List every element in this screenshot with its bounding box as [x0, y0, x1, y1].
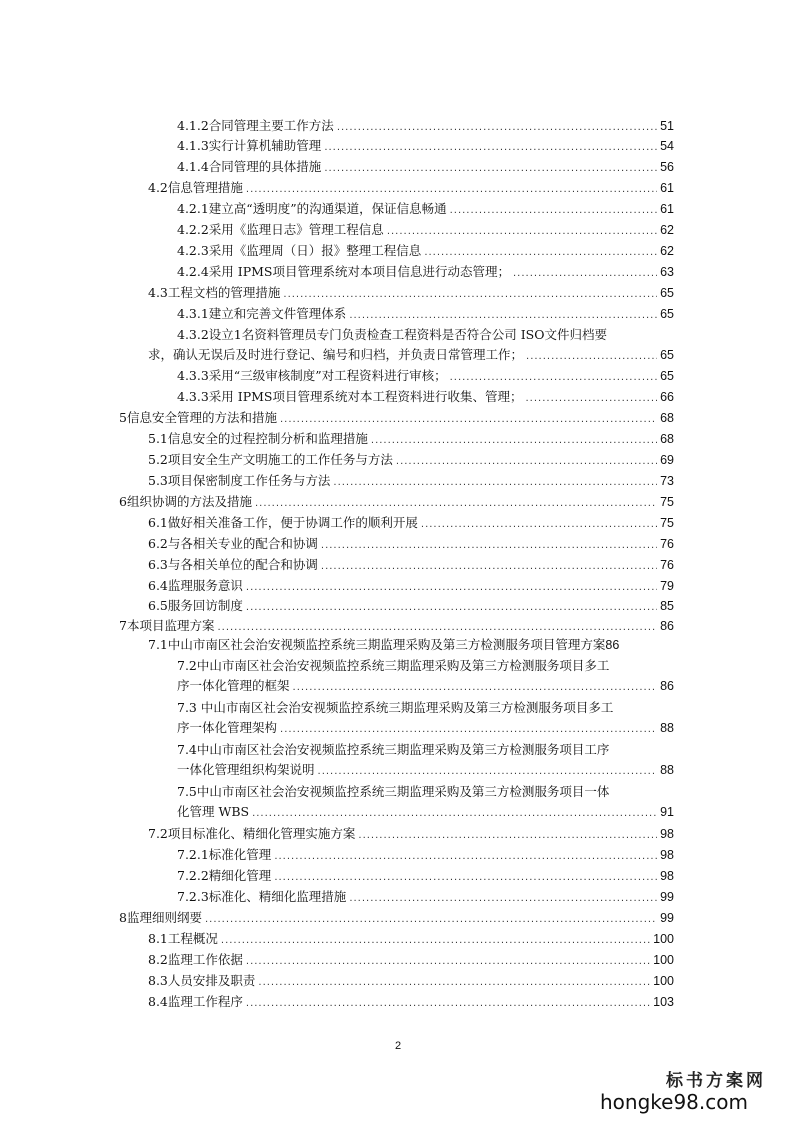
dot-leader: [333, 473, 657, 493]
toc-entry-page: 100: [653, 953, 674, 967]
toc-entry-label: 7.2.2精细化管理: [177, 868, 272, 883]
dot-leader: [293, 678, 658, 698]
toc-entry-page: 86: [660, 679, 674, 693]
toc-entry-label-line1: 7.3 中山市南区社会治安视频监控系统三期监理采购及第三方检测服务项目多工: [177, 700, 614, 715]
toc-entry[interactable]: [148, 576, 674, 598]
dot-leader: [324, 138, 657, 158]
dot-leader: [324, 159, 657, 179]
toc-entry-page: 56: [660, 160, 674, 174]
dot-leader: [321, 536, 657, 556]
toc-entry[interactable]: [148, 513, 674, 535]
toc-entry-label: 7.2.1标准化管理: [177, 847, 272, 862]
toc-entry[interactable]: [177, 366, 674, 388]
dot-leader: [252, 804, 657, 824]
toc-entry[interactable]: [177, 740, 674, 782]
dot-leader: [321, 557, 657, 577]
toc-entry-label: 7.1中山市南区社会治安视频监控系统三期监理采购及第三方检测服务项目管理方案: [148, 637, 606, 652]
toc-entry-label: 8监理细则纲要: [119, 910, 202, 925]
toc-entry-page: 85: [660, 599, 674, 613]
dot-leader: [283, 285, 657, 305]
toc-entry[interactable]: [177, 782, 674, 824]
toc-entry-label: 化管理 WBS: [177, 804, 250, 819]
toc-entry-page: 62: [660, 223, 674, 237]
toc-entry-page: 51: [660, 119, 674, 133]
toc-entry-label: 6.2与各相关专业的配合和协调: [148, 536, 318, 551]
toc-entry[interactable]: [177, 304, 674, 326]
toc-entry[interactable]: [177, 157, 674, 179]
toc-entry-label: 4.2.1建立高“透明度”的沟通渠道，保证信息畅通: [177, 201, 447, 216]
dot-leader: [280, 720, 657, 740]
toc-entry-label: 6.5服务回访制度: [148, 598, 243, 613]
toc-entry-label: 5.1信息安全的过程控制分析和监理措施: [148, 431, 368, 446]
toc-entry-label: 4.3.3采用“三级审核制度”对工程资料进行审核；: [177, 368, 447, 383]
dot-leader: [513, 264, 657, 284]
toc-entry[interactable]: [148, 824, 674, 846]
toc-entry[interactable]: [148, 471, 674, 493]
dot-leader: [424, 243, 657, 263]
toc-entry[interactable]: [148, 992, 674, 1014]
toc-entry[interactable]: [148, 325, 674, 367]
toc-entry-page: 65: [660, 369, 674, 383]
dot-leader: [358, 826, 657, 846]
toc-entry-page: 61: [660, 202, 674, 216]
dot-leader: [387, 222, 657, 242]
toc-entry-label: 8.1工程概况: [148, 931, 218, 946]
toc-entry[interactable]: [119, 908, 674, 930]
toc-entry-label: 4.2.3采用《监理周（日）报》整理工程信息: [177, 243, 422, 258]
toc-entry-page: 98: [660, 848, 674, 862]
page-number: 2: [394, 1040, 402, 1052]
toc-entry-label: 7.2.3标准化、精细化监理措施: [177, 889, 347, 904]
toc-entry-label: 6.4监理服务意识: [148, 578, 243, 593]
toc-entry[interactable]: [148, 555, 674, 577]
toc-entry[interactable]: [177, 656, 674, 698]
toc-entry-page: 68: [660, 411, 674, 425]
toc-entry[interactable]: [177, 866, 674, 888]
dot-leader: [246, 994, 650, 1014]
toc-entry-page: 103: [653, 995, 674, 1009]
toc-entry-label: 4.2信息管理措施: [148, 180, 243, 195]
toc-entry-label: 6.3与各相关单位的配合和协调: [148, 557, 318, 572]
toc-entry-page: 88: [660, 763, 674, 777]
toc-entry-label: 5.3项目保密制度工作任务与方法: [148, 473, 331, 488]
dot-leader: [421, 515, 657, 535]
toc-entry-page: 76: [660, 537, 674, 551]
toc-entry-page: 54: [660, 139, 674, 153]
toc-entry-label: 序一体化管理的框架: [177, 678, 290, 693]
toc-entry-page: 68: [660, 432, 674, 446]
toc-entry[interactable]: [177, 199, 674, 221]
toc-entry-page: 62: [660, 244, 674, 258]
dot-leader: [258, 973, 650, 993]
toc-entry-page: 65: [660, 286, 674, 300]
toc-entry-label: 8.4监理工作程序: [148, 994, 243, 1009]
toc-entry-label-line1: 7.4中山市南区社会治安视频监控系统三期监理采购及第三方检测服务项目工序: [177, 742, 610, 757]
dot-leader: [246, 578, 657, 598]
toc-entry-label: 8.3人员安排及职责: [148, 973, 256, 988]
toc-entry-page: 73: [660, 474, 674, 488]
dot-leader: [221, 931, 650, 951]
toc-entry[interactable]: [177, 698, 674, 740]
toc-entry-label: 7本项目监理方案: [119, 618, 215, 633]
toc-entry[interactable]: [148, 178, 674, 200]
toc-entry-label: 4.1.3实行计算机辅助管理: [177, 138, 322, 153]
toc-entry-page: 86: [660, 619, 674, 633]
toc-entry-label: 4.3工程文档的管理措施: [148, 285, 281, 300]
toc-entry[interactable]: [148, 429, 674, 451]
dot-leader: [450, 368, 658, 388]
dot-leader: [246, 598, 657, 618]
toc-entry[interactable]: [177, 387, 674, 409]
toc-entry-label: 4.3.1建立和完善文件管理体系: [177, 306, 347, 321]
toc-entry[interactable]: [119, 492, 674, 514]
toc-entry-label: 4.1.4合同管理的具体措施: [177, 159, 322, 174]
toc-entry[interactable]: [148, 929, 674, 951]
toc-entry-page: 75: [660, 516, 674, 530]
dot-leader: [349, 306, 657, 326]
dot-leader: [396, 452, 657, 472]
dot-leader: [205, 910, 657, 930]
dot-leader: [526, 347, 657, 367]
toc-entry-label-line1: 4.3.2设立1名资料管理员专门负责检查工程资料是否符合公司 ISO文件归档要: [177, 327, 607, 342]
dot-leader: [526, 389, 658, 409]
toc-entry-page: 98: [660, 827, 674, 841]
toc-entry-page: 91: [660, 805, 674, 819]
dot-leader: [274, 868, 657, 888]
toc-entry[interactable]: [148, 534, 674, 556]
toc-entry-page: 88: [660, 721, 674, 735]
dot-leader: [246, 180, 657, 200]
dot-leader: [450, 201, 658, 221]
toc-entry-page: 79: [660, 579, 674, 593]
dot-leader: [280, 410, 657, 430]
toc-entry[interactable]: [177, 241, 674, 263]
toc-entry-label: 4.3.3采用 IPMS项目管理系统对本工程资料进行收集、管理；: [177, 389, 523, 404]
toc-entry[interactable]: [119, 408, 674, 430]
toc-entry[interactable]: [177, 136, 674, 158]
toc-entry-label-line1: 7.5中山市南区社会治安视频监控系统三期监理采购及第三方检测服务项目一体: [177, 784, 610, 799]
toc-entry-label: 7.2项目标准化、精细化管理实施方案: [148, 826, 356, 841]
dot-leader: [318, 762, 658, 782]
watermark-brand: 标书方案网: [666, 1071, 766, 1091]
toc-entry-label-line1: 7.2中山市南区社会治安视频监控系统三期监理采购及第三方检测服务项目多工: [177, 658, 610, 673]
toc-entry-label: 求，确认无误后及时进行登记、编号和归档，并负责日常管理工作；: [148, 347, 524, 362]
toc-entry-page: 99: [660, 890, 674, 904]
dot-leader: [246, 952, 650, 972]
toc-entry[interactable]: [177, 262, 674, 284]
toc-entry-label: 8.2监理工作依据: [148, 952, 243, 967]
toc-entry-page: 86: [605, 638, 620, 652]
toc-entry-label: 6.1做好相关准备工作，便于协调工作的顺利开展: [148, 515, 418, 530]
toc-entry-page: 76: [660, 558, 674, 572]
toc-entry-page: 63: [660, 265, 674, 279]
toc-entry[interactable]: [177, 220, 674, 242]
toc-entry[interactable]: [148, 971, 674, 993]
toc-entry[interactable]: [148, 635, 674, 655]
toc-entry-page: 65: [660, 307, 674, 321]
toc-entry-label: 一体化管理组织构架说明: [177, 762, 315, 777]
toc-entry-page: 99: [660, 911, 674, 925]
toc-entry-page: 100: [653, 974, 674, 988]
toc-entry[interactable]: [177, 887, 674, 909]
dot-leader: [371, 431, 657, 451]
toc-entry-page: 65: [660, 348, 674, 362]
dot-leader: [274, 847, 657, 867]
toc-entry[interactable]: [148, 283, 674, 305]
toc-entry[interactable]: [177, 116, 674, 138]
watermark-url: hongke98.com: [600, 1090, 748, 1114]
toc-entry[interactable]: [148, 950, 674, 972]
toc-entry-label: 4.1.2合同管理主要工作方法: [177, 118, 334, 133]
toc-entry-label: 5.2项目安全生产文明施工的工作任务与方法: [148, 452, 393, 467]
toc-entry-label: 6组织协调的方法及措施: [119, 494, 252, 509]
dot-leader: [255, 494, 657, 514]
toc-entry-page: 75: [660, 495, 674, 509]
toc-entry-label: 5信息安全管理的方法和措施: [119, 410, 277, 425]
toc-entry-label: 4.2.4采用 IPMS项目管理系统对本项目信息进行动态管理；: [177, 264, 510, 279]
toc-entry-page: 66: [660, 390, 674, 404]
toc-entry-page: 69: [660, 453, 674, 467]
toc-entry-label: 4.2.2采用《监理日志》管理工程信息: [177, 222, 384, 237]
toc-entry-page: 100: [653, 932, 674, 946]
dot-leader: [349, 889, 657, 909]
toc-entry[interactable]: [148, 450, 674, 472]
toc-entry[interactable]: [177, 845, 674, 867]
toc-entry[interactable]: [148, 596, 674, 618]
dot-leader: [337, 118, 657, 138]
toc-entry-page: 98: [660, 869, 674, 883]
toc-entry-page: 61: [660, 181, 674, 195]
toc-entry-label: 序一体化管理架构: [177, 720, 278, 735]
